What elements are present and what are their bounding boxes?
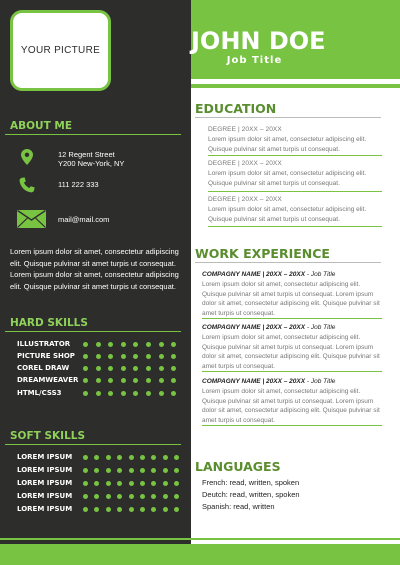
skill-dot: [133, 378, 138, 383]
skill-label: LOREM IPSUM: [17, 453, 73, 461]
skill-dot: [83, 391, 88, 396]
skill-dot: [146, 342, 151, 347]
skill-dot: [108, 354, 113, 359]
skill-dot: [146, 391, 151, 396]
skill-label: LOREM IPSUM: [17, 505, 73, 513]
skill-dot: [83, 342, 88, 347]
work-role: - Job Title: [305, 271, 336, 278]
skill-row: [17, 505, 182, 517]
skill-dot: [133, 354, 138, 359]
education-divider: [208, 191, 382, 192]
work-rule: [195, 262, 381, 263]
skill-dot: [117, 455, 122, 460]
skill-label: LOREM IPSUM: [17, 492, 73, 500]
skill-dot: [83, 507, 88, 512]
education-degree: DEGREE | 20XX – 20XX: [208, 160, 282, 167]
work-company: COMPAGNY NAME | 20XX – 20XX: [202, 378, 306, 385]
skill-row: [17, 453, 182, 465]
skill-row: [17, 479, 182, 491]
languages-heading: LANGUAGES: [195, 459, 281, 474]
education-heading: EDUCATION: [195, 101, 277, 116]
skill-dot: [159, 391, 164, 396]
skill-dot: [146, 366, 151, 371]
skill-dot: [129, 468, 134, 473]
skill-dot: [174, 455, 179, 460]
work-title-line: [202, 270, 384, 280]
skill-dot: [94, 507, 99, 512]
education-description: Lorem ipsum dolor sit amet, consectetur adipiscing elit. Quisque pulvinar sit amet turpis ut consequat.: [208, 170, 367, 187]
language-name: Deutch: [202, 490, 226, 499]
envelope-icon: [17, 210, 46, 228]
hard-skills-heading: HARD SKILLS: [10, 317, 88, 329]
skill-dot: [121, 366, 126, 371]
phone-number: 111 222 333: [58, 180, 99, 189]
skill-dot: [83, 468, 88, 473]
address-line-1: 12 Regent Street: [58, 150, 115, 159]
work-divider: [202, 425, 382, 426]
skill-dot: [121, 378, 126, 383]
skill-dot: [108, 391, 113, 396]
skill-dot: [151, 481, 156, 486]
skill-dot: [151, 494, 156, 499]
soft-skills-rule: [5, 444, 181, 445]
skill-dot: [117, 468, 122, 473]
education-divider: [208, 226, 382, 227]
education-entry: [208, 159, 383, 189]
skill-label: DREAMWEAVER: [17, 376, 79, 384]
work-description: Lorem ipsum dolor sit amet, consectetur adipiscing elit. Quisque pulvinar sit amet turpis ut consequat. Lorem ipsum dolor sit amet, consectetur adipiscing elit. Quisque pulvinar sit amet turpis ut consequat.: [202, 281, 380, 317]
hard-skills-rule: [5, 331, 181, 332]
language-item: [202, 490, 300, 500]
education-rule: [195, 117, 381, 118]
work-title-line: [202, 323, 384, 333]
skill-row: [17, 389, 182, 401]
education-entry: [208, 195, 383, 225]
work-role: - Job Title: [305, 324, 336, 331]
skill-dot: [174, 494, 179, 499]
skill-label: LOREM IPSUM: [17, 479, 73, 487]
skill-dot: [108, 378, 113, 383]
skill-dot: [159, 354, 164, 359]
skill-dot: [121, 354, 126, 359]
skill-dot: [163, 494, 168, 499]
skill-dot: [117, 507, 122, 512]
work-description: Lorem ipsum dolor sit amet, consectetur adipiscing elit. Quisque pulvinar sit amet turpis ut consequat. Lorem ipsum dolor sit amet, consectetur adipiscing elit. Quisque pulvinar sit amet turpis ut consequat.: [202, 388, 380, 424]
work-divider: [202, 371, 382, 372]
education-description: Lorem ipsum dolor sit amet, consectetur adipiscing elit. Quisque pulvinar sit amet turpis ut consequat.: [208, 136, 367, 153]
location-pin-icon: [21, 149, 33, 165]
skill-dot: [174, 507, 179, 512]
skill-dot: [146, 354, 151, 359]
skill-dot: [129, 455, 134, 460]
skill-dot: [117, 481, 122, 486]
skill-dot: [163, 468, 168, 473]
skill-dot: [174, 468, 179, 473]
language-name: French: [202, 478, 226, 487]
language-item: [202, 502, 275, 512]
skill-dot: [106, 507, 111, 512]
header-accent-line: [191, 84, 400, 88]
skill-dot: [171, 378, 176, 383]
skill-dot: [94, 455, 99, 460]
education-divider: [208, 155, 382, 156]
skill-dot: [151, 468, 156, 473]
skill-dot: [121, 342, 126, 347]
work-role: - Job Title: [305, 378, 336, 385]
skill-row: [17, 340, 182, 352]
skill-dot: [140, 468, 145, 473]
skill-dot: [129, 494, 134, 499]
photo-label: YOUR PICTURE: [20, 45, 101, 56]
skill-dot: [83, 378, 88, 383]
skill-label: ILLUSTRATOR: [17, 340, 71, 348]
education-entry: [208, 125, 383, 155]
skill-dot: [96, 366, 101, 371]
work-heading: WORK EXPERIENCE: [195, 246, 330, 261]
skill-row: [17, 364, 182, 376]
skill-dot: [94, 468, 99, 473]
skill-dot: [159, 366, 164, 371]
education-description: Lorem ipsum dolor sit amet, consectetur adipiscing elit. Quisque pulvinar sit amet turpis ut consequat.: [208, 206, 367, 223]
about-description: Lorem ipsum dolor sit amet, consectetur adipiscing elit. Quisque pulvinar sit amet turpis ut consequat. Lorem ipsum dolor sit amet, consectetur adipiscing elit. Quisque pulvinar sit amet turpis ut consequat.: [10, 247, 179, 291]
language-levels: : read, written: [229, 502, 275, 511]
skill-dot: [171, 391, 176, 396]
address-line-2: Y200 New-York, NY: [58, 159, 125, 168]
skill-dot: [151, 455, 156, 460]
work-entry: [202, 270, 384, 318]
work-company: COMPAGNY NAME | 20XX – 20XX: [202, 271, 306, 278]
footer-band: [0, 544, 400, 565]
skill-dot: [133, 366, 138, 371]
skill-dot: [133, 342, 138, 347]
phone-icon: [19, 177, 35, 193]
skill-dot: [106, 468, 111, 473]
skill-dot: [83, 366, 88, 371]
skill-dot: [146, 378, 151, 383]
work-entry: [202, 377, 384, 425]
skill-label: HTML/CSS3: [17, 389, 62, 397]
skill-dot: [83, 494, 88, 499]
skill-label: PICTURE SHOP: [17, 352, 75, 360]
skill-dot: [159, 342, 164, 347]
soft-skills-heading: SOFT SKILLS: [10, 430, 86, 442]
skill-dot: [174, 481, 179, 486]
skill-dot: [106, 494, 111, 499]
skill-dot: [163, 507, 168, 512]
about-rule: [5, 134, 181, 135]
about-heading: ABOUT ME: [10, 120, 73, 132]
skill-row: [17, 466, 182, 478]
skill-dot: [117, 494, 122, 499]
skill-dot: [140, 455, 145, 460]
skill-row: [17, 492, 182, 504]
skill-row: [17, 376, 182, 388]
skill-dot: [83, 455, 88, 460]
skill-dot: [106, 455, 111, 460]
work-title-line: [202, 377, 384, 387]
skill-label: LOREM IPSUM: [17, 466, 73, 474]
skill-dot: [94, 494, 99, 499]
skill-dot: [171, 354, 176, 359]
work-description: Lorem ipsum dolor sit amet, consectetur adipiscing elit. Quisque pulvinar sit amet turpis ut consequat. Lorem ipsum dolor sit amet, consectetur adipiscing elit. Quisque pulvinar sit amet turpis ut consequat.: [202, 334, 380, 370]
candidate-job-title: Job Title: [226, 55, 283, 66]
skill-row: [17, 352, 182, 364]
skill-dot: [133, 391, 138, 396]
skill-dot: [163, 455, 168, 460]
language-levels: : read, written, spoken: [225, 490, 300, 499]
skill-dot: [106, 481, 111, 486]
skill-dot: [171, 342, 176, 347]
skill-dot: [94, 481, 99, 486]
language-name: Spanish: [202, 502, 230, 511]
skill-dot: [96, 354, 101, 359]
language-levels: : read, written, spoken: [225, 478, 300, 487]
skill-dot: [83, 354, 88, 359]
skill-dot: [171, 366, 176, 371]
footer-accent-line: [0, 538, 400, 540]
skill-dot: [159, 378, 164, 383]
skill-label: COREL DRAW: [17, 364, 70, 372]
skill-dot: [83, 481, 88, 486]
work-divider: [202, 318, 382, 319]
skill-dot: [129, 507, 134, 512]
work-entry: [202, 323, 384, 371]
skill-dot: [129, 481, 134, 486]
skill-dot: [96, 342, 101, 347]
skill-dot: [108, 342, 113, 347]
profile-photo-placeholder[interactable]: [10, 10, 111, 91]
work-company: COMPAGNY NAME | 20XX – 20XX: [202, 324, 306, 331]
education-degree: DEGREE | 20XX – 20XX: [208, 126, 282, 133]
language-item: [202, 478, 299, 488]
skill-dot: [108, 366, 113, 371]
skill-dot: [96, 391, 101, 396]
skill-dot: [140, 481, 145, 486]
email-address[interactable]: mail@mail.com: [58, 215, 110, 224]
skill-dot: [140, 494, 145, 499]
candidate-name: JOHN DOE: [191, 27, 326, 55]
skill-dot: [151, 507, 156, 512]
skill-dot: [121, 391, 126, 396]
skill-dot: [96, 378, 101, 383]
skill-dot: [163, 481, 168, 486]
education-degree: DEGREE | 20XX – 20XX: [208, 196, 282, 203]
skill-dot: [140, 507, 145, 512]
